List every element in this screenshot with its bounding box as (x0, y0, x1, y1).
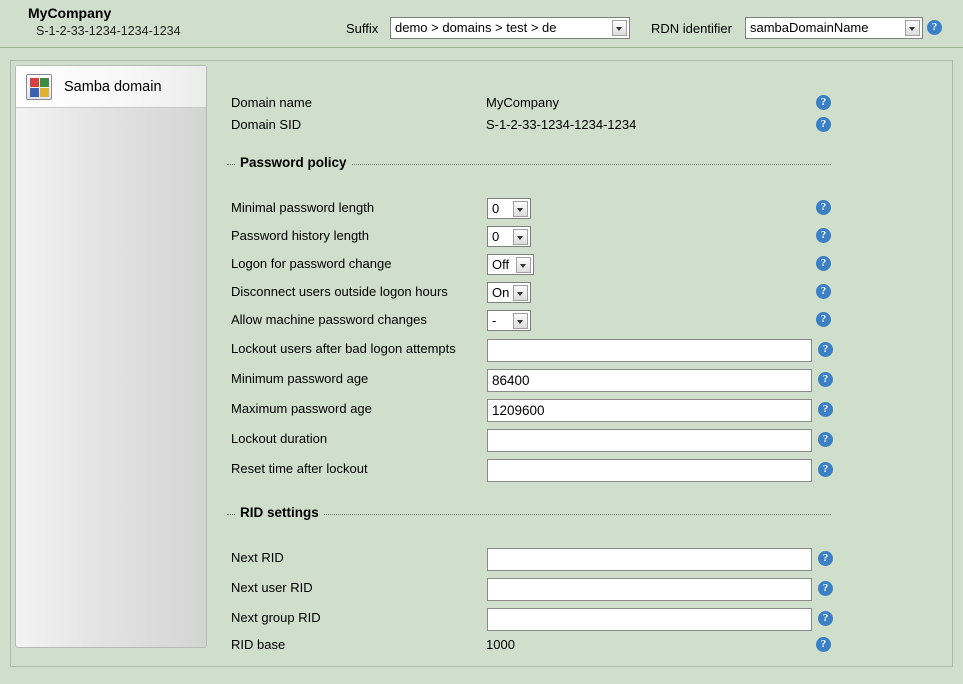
field-row-next-user-rid (211, 578, 947, 600)
help-icon[interactable]: ? (818, 611, 833, 626)
domain-sid-label: Domain SID (231, 117, 302, 132)
section-header-rid-settings (227, 505, 831, 523)
rdn-identifier-select[interactable] (745, 17, 923, 39)
section-title: RID settings (235, 505, 324, 520)
reset-time-after-lockout-label: Reset time after lockout (231, 461, 368, 476)
disconnect-users-label: Disconnect users outside logon hours (231, 284, 448, 299)
help-icon[interactable]: ? (816, 284, 831, 299)
minimal-password-length-value: 0 (492, 201, 500, 216)
page-title: MyCompany (28, 5, 112, 21)
suffix-select-value: demo > domains > test > de (395, 20, 557, 35)
field-row-maximum-password-age (211, 399, 947, 421)
sidebar-item-label: Samba domain (64, 78, 162, 95)
field-row-next-rid (211, 548, 947, 570)
rdn-identifier-value: sambaDomainName (750, 20, 869, 35)
suffix-label: Suffix (346, 21, 379, 36)
help-icon[interactable]: ? (816, 637, 831, 652)
allow-machine-password-changes-value: - (492, 313, 497, 328)
next-rid-label: Next RID (231, 550, 284, 565)
help-icon[interactable]: ? (816, 200, 831, 215)
chevron-down-icon[interactable] (612, 20, 627, 36)
help-icon[interactable]: ? (818, 581, 833, 596)
help-icon[interactable]: ? (818, 402, 833, 417)
field-row-minimum-password-age (211, 369, 947, 391)
next-user-rid-label: Next user RID (231, 580, 313, 595)
sidebar (15, 65, 207, 648)
next-group-rid-label: Next group RID (231, 610, 321, 625)
field-row-allow-machine-password-changes (211, 310, 947, 332)
rid-base-value: 1000 (486, 637, 515, 652)
help-icon[interactable]: ? (818, 372, 833, 387)
field-row-password-history-length (211, 226, 947, 248)
help-icon[interactable]: ? (816, 312, 831, 327)
allow-machine-password-changes-select[interactable] (487, 310, 531, 331)
rid-base-label: RID base (231, 637, 286, 652)
main-panel (211, 65, 947, 652)
chevron-down-icon[interactable] (513, 285, 528, 301)
help-icon[interactable]: ? (818, 342, 833, 357)
field-row-lockout-users (211, 339, 947, 361)
logon-for-password-change-select[interactable] (487, 254, 534, 275)
domain-name-value: MyCompany (486, 95, 559, 110)
allow-machine-password-changes-label: Allow machine password changes (231, 312, 427, 327)
suffix-select[interactable] (390, 17, 630, 39)
logon-for-password-change-label: Logon for password change (231, 256, 392, 271)
lockout-duration-label: Lockout duration (231, 431, 328, 446)
field-row-minimal-password-length (211, 198, 947, 220)
maximum-password-age-input[interactable] (487, 399, 812, 422)
samba-icon (26, 74, 52, 100)
sidebar-item-samba-domain[interactable] (16, 66, 206, 108)
minimal-password-length-label: Minimal password length (231, 200, 375, 215)
password-history-length-label: Password history length (231, 228, 370, 243)
section-title: Password policy (235, 155, 352, 170)
page-subtitle: S-1-2-33-1234-1234-1234 (36, 24, 181, 38)
domain-name-label: Domain name (231, 95, 312, 110)
help-icon[interactable]: ? (818, 551, 833, 566)
password-history-length-select[interactable] (487, 226, 531, 247)
help-icon[interactable]: ? (818, 462, 833, 477)
next-user-rid-input[interactable] (487, 578, 812, 601)
disconnect-users-value: On (492, 285, 510, 300)
password-history-length-value: 0 (492, 229, 500, 244)
help-icon[interactable]: ? (927, 20, 942, 35)
lockout-duration-input[interactable] (487, 429, 812, 452)
help-icon[interactable]: ? (816, 256, 831, 271)
rdn-identifier-label: RDN identifier (651, 21, 732, 36)
chevron-down-icon[interactable] (513, 313, 528, 329)
minimal-password-length-select[interactable] (487, 198, 531, 219)
table-row (211, 93, 947, 115)
field-row-reset-time-after-lockout (211, 459, 947, 481)
chevron-down-icon[interactable] (905, 20, 920, 36)
logon-for-password-change-value: Off (492, 257, 510, 272)
lockout-users-input[interactable] (487, 339, 812, 362)
chevron-down-icon[interactable] (516, 257, 531, 273)
minimum-password-age-input[interactable] (487, 369, 812, 392)
maximum-password-age-label: Maximum password age (231, 401, 372, 416)
section-header-password-policy (227, 155, 831, 173)
field-row-disconnect-users (211, 282, 947, 304)
help-icon[interactable]: ? (816, 117, 831, 132)
minimum-password-age-label: Minimum password age (231, 371, 369, 386)
lockout-users-label: Lockout users after bad logon attempts (231, 341, 456, 356)
field-row-logon-for-password-change (211, 254, 947, 276)
chevron-down-icon[interactable] (513, 201, 528, 217)
help-icon[interactable]: ? (816, 95, 831, 110)
disconnect-users-select[interactable] (487, 282, 531, 303)
chevron-down-icon[interactable] (513, 229, 528, 245)
next-group-rid-input[interactable] (487, 608, 812, 631)
help-icon[interactable]: ? (818, 432, 833, 447)
header-bar (0, 0, 963, 48)
reset-time-after-lockout-input[interactable] (487, 459, 812, 482)
help-icon[interactable]: ? (816, 228, 831, 243)
content-area (10, 60, 953, 667)
field-row-lockout-duration (211, 429, 947, 451)
field-row-next-group-rid (211, 608, 947, 630)
field-row-rid-base (211, 635, 947, 657)
table-row (211, 115, 947, 137)
next-rid-input[interactable] (487, 548, 812, 571)
domain-sid-value: S-1-2-33-1234-1234-1234 (486, 117, 637, 132)
